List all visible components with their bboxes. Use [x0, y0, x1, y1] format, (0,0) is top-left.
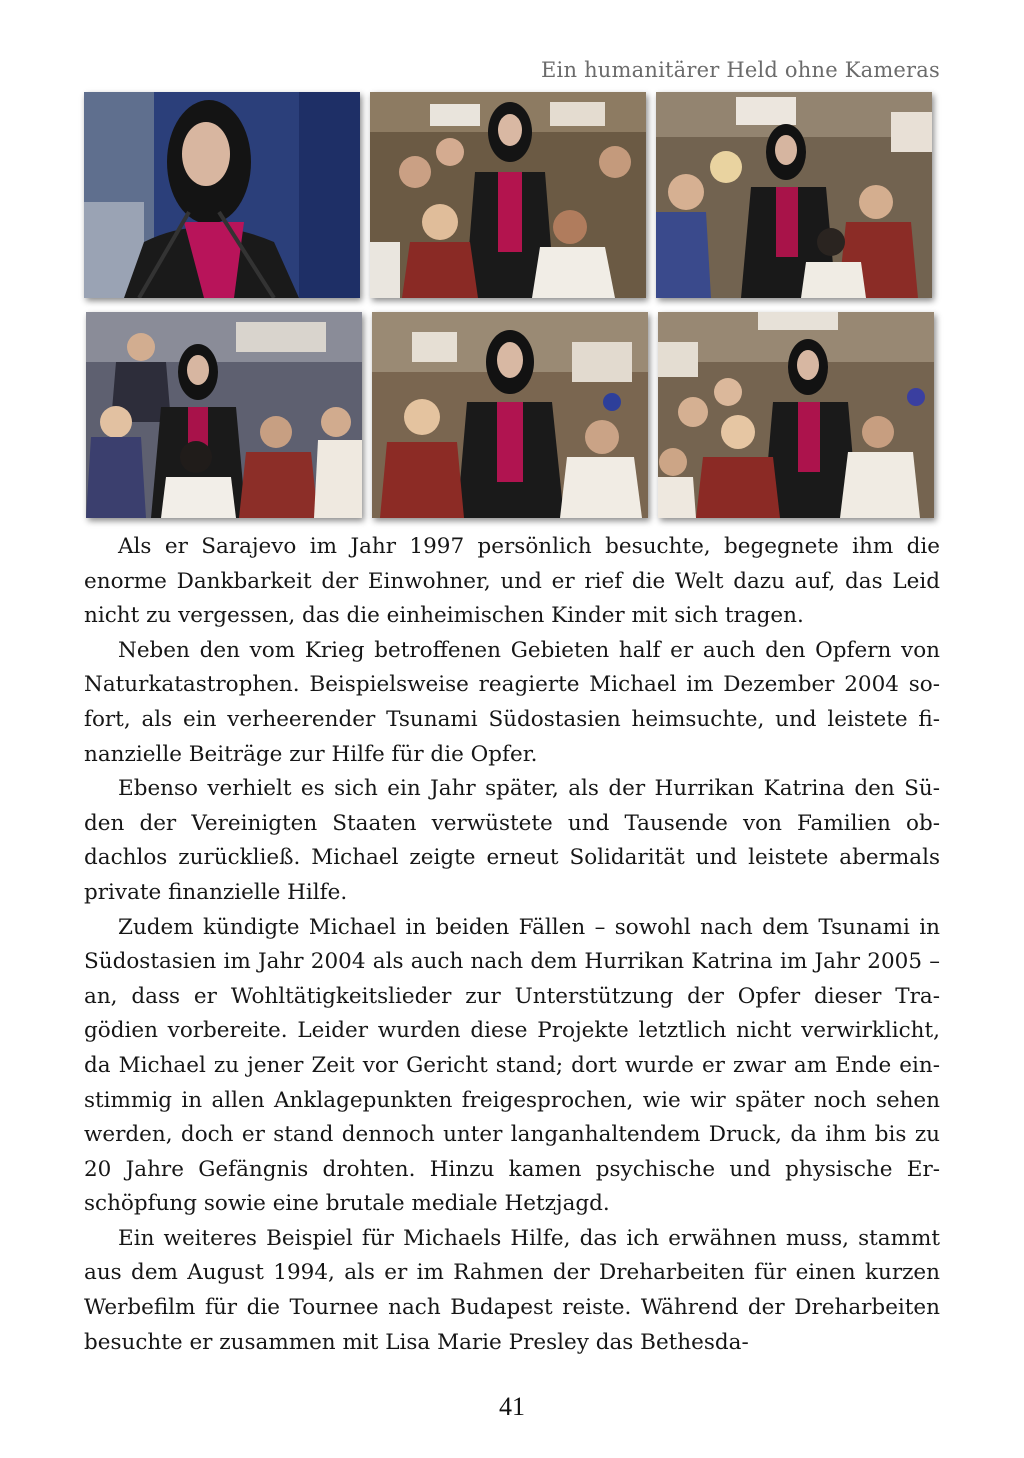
paragraph-budapest: Ein weiteres Beispiel für Michaels Hilfe, das ich erwähnen muss, stammt aus dem August 1994, als er im Rahmen der Dreharbeiten für einen kurzen Werbefilm für die Tournee nach Budapest reiste. Während der Dreharbeiten besuchte er zusammen mit Lisa Marie Presley das Bethesda- — [84, 1225, 940, 1355]
photo-group-2 — [656, 92, 932, 298]
photo-group-3 — [86, 312, 362, 518]
paragraph-hurricane-katrina: Ebenso verhielt es sich ein Jahr später, als der Hurrikan Katrina den Süden der Vereinigten Staaten verwüstete und Tausende von Familien obdachlos zurückließ. Michael zeigte erneut Solidarität und leistete abermals private finanzielle Hilfe. — [84, 776, 940, 905]
paragraph-sarajevo: Als er Sarajevo im Jahr 1997 persönlich besuchte, begegnete ihm die enorme Dankbarkeit der Einwohner, und er rief die Welt dazu auf, das Leid nicht zu vergessen, das die einheimischen Kinder mit sich tragen. — [84, 534, 940, 629]
paragraph-natural-disasters: Neben den vom Krieg betroffenen Gebieten half er auch den Opfern von Naturkatastrophen. Beispielsweise reagierte Michael im Dezember 2004 sofort, als ein verheerender Tsunami Südostasien heimsuchte, und leistete finanzielle Beiträge zur Hilfe für die Opfer. — [84, 637, 940, 767]
photo-group-5 — [658, 312, 934, 518]
page-number: 41 — [499, 1392, 525, 1421]
running-header: Ein humanitärer Held ohne Kameras — [541, 58, 940, 82]
paragraph-charity-songs: Zudem kündigte Michael in beiden Fällen – sowohl nach dem Tsunami in Südostasien im Jahr 2004 als auch nach dem Hurrikan Katrina im Jahr 2005 – an, dass er Wohltätigkeitslieder zur Unterstützung der Opfer dieser Tragödien vorbereite. Leider wurden diese Projekte letztlich nicht verwirklicht, da Michael zu jener Zeit vor Gericht stand; dort wurde er zwar am Ende einstimmig in allen Anklagepunkten freigesprochen, wie wir später noch sehen werden, doch er stand dennoch unter langanhaltendem Druck, da ihm bis zu 20 Jahre Gefängnis drohten. Hinzu kamen psychische und physische Erschöpfung sowie eine brutale mediale Hetzjagd. — [84, 914, 940, 1217]
body-text — [84, 530, 940, 1360]
photo-group-4 — [372, 312, 648, 518]
photo-group-1 — [370, 92, 646, 298]
photo-podium — [84, 92, 360, 298]
photo-collage — [84, 92, 940, 522]
